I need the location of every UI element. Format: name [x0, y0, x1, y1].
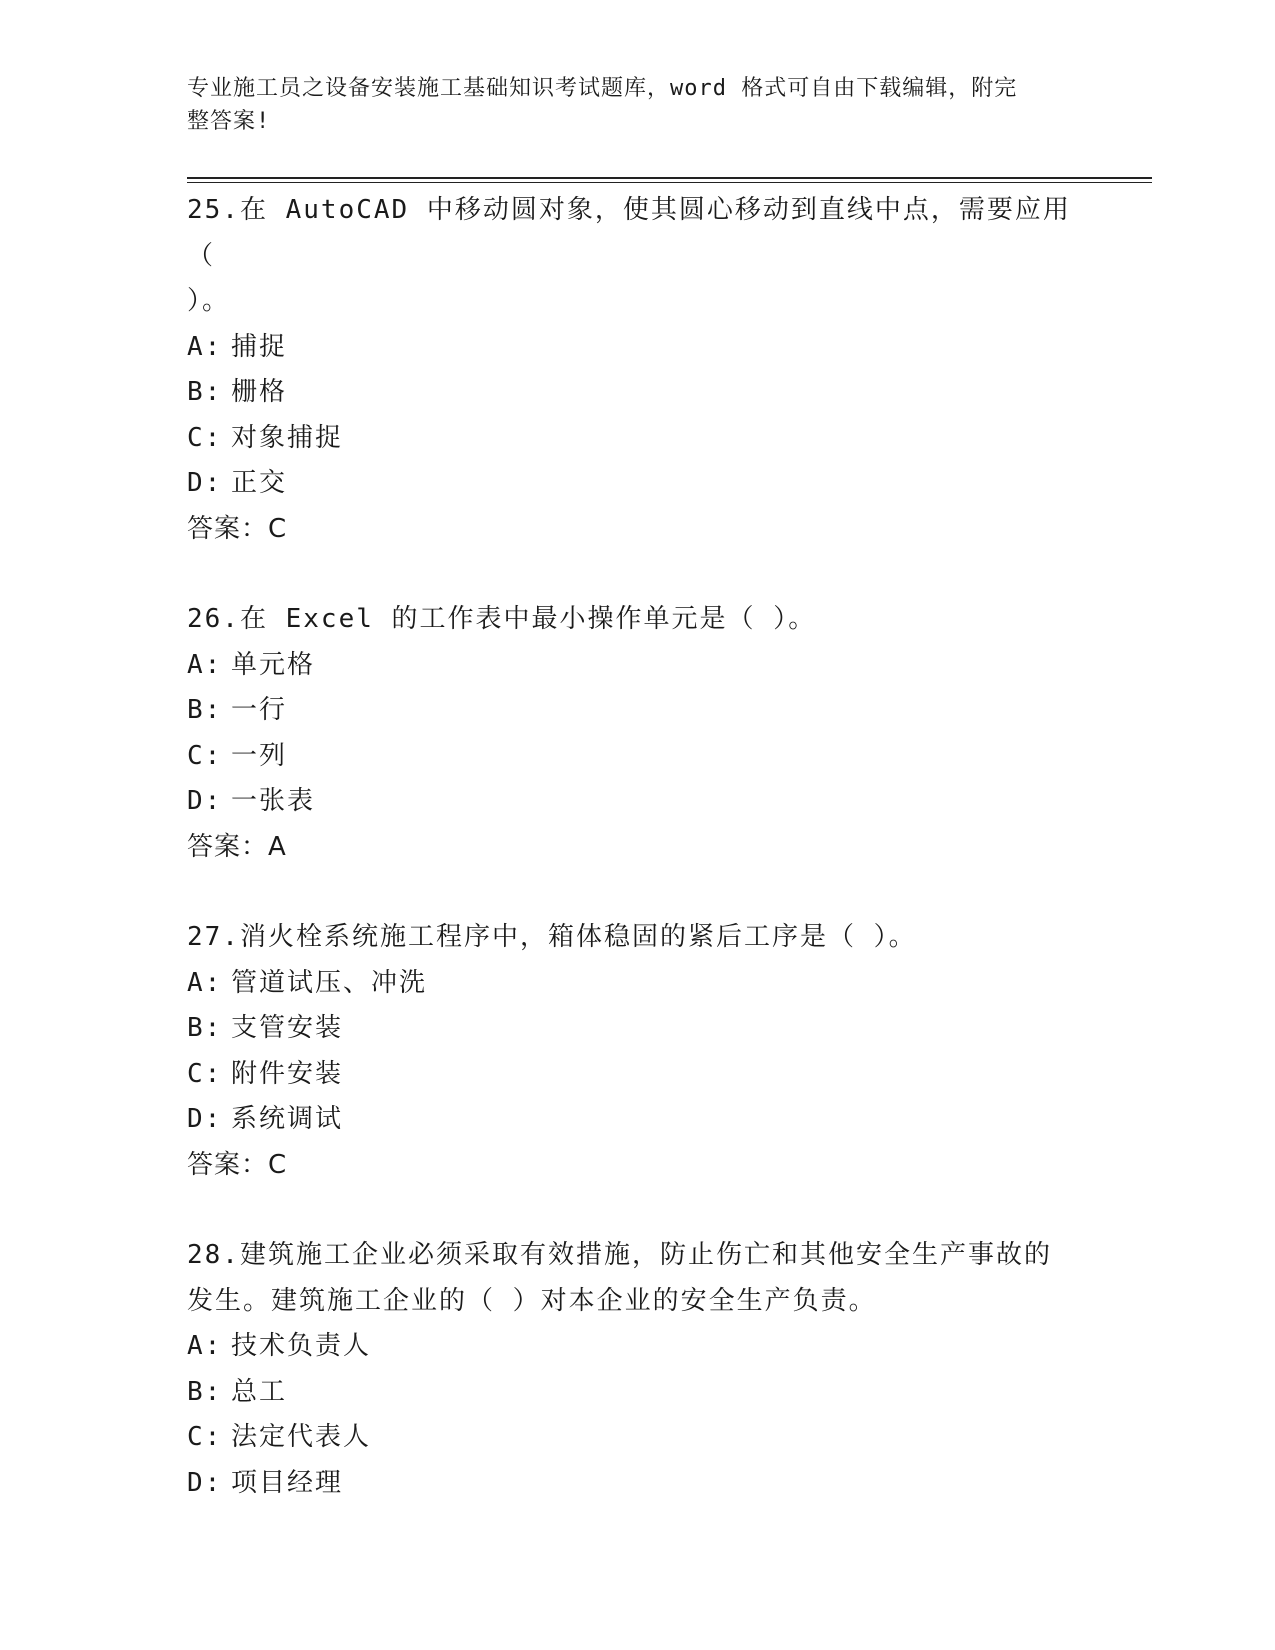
option-b	[187, 1370, 1087, 1416]
question-28	[187, 1233, 1087, 1506]
question-text-line-1: 消火栓系统施工程序中，箱体稳固的紧后工序是（ ）。	[239, 922, 917, 952]
option-a	[187, 1324, 1087, 1370]
option-letter: B:	[187, 1376, 223, 1407]
option-c	[187, 734, 1087, 780]
option-letter: A:	[187, 331, 223, 362]
question-text-line-1: 在 Excel 的工作表中最小操作单元是（ ）。	[239, 604, 817, 634]
question-text	[187, 1233, 1087, 1279]
question-text-line-2: 发生。建筑施工企业的（ ）对本企业的安全生产负责。	[187, 1285, 877, 1316]
option-text: 项目经理	[231, 1467, 344, 1498]
option-letter: B:	[187, 1013, 223, 1043]
answer-label: 答案：	[187, 831, 269, 862]
option-text: 法定代表人	[231, 1422, 372, 1452]
option-a	[187, 961, 1087, 1007]
answer-line	[187, 1143, 1087, 1189]
header-line-2: 整答案!	[187, 109, 271, 134]
option-text: 管道试压、冲洗	[231, 967, 428, 998]
option-letter: A:	[187, 967, 223, 998]
question-25	[187, 188, 1087, 552]
option-text: 附件安装	[231, 1058, 344, 1089]
option-text: 一行	[231, 695, 288, 725]
option-text: 系统调试	[231, 1104, 344, 1134]
option-letter: A:	[187, 1331, 223, 1361]
option-d	[187, 1097, 1087, 1143]
option-d	[187, 461, 1087, 507]
question-text	[187, 188, 1087, 279]
header-divider-thick	[187, 177, 1152, 179]
question-text-line-1: 在 AutoCAD 中移动圆对象，使其圆心移动到直线中点，需要应用（	[187, 195, 1071, 271]
answer-label: 答案：	[187, 513, 269, 544]
option-b	[187, 1006, 1087, 1052]
answer-value: C	[268, 513, 288, 544]
option-c	[187, 416, 1087, 462]
question-text	[187, 915, 1087, 961]
question-27	[187, 915, 1087, 1188]
answer-line	[187, 825, 1087, 871]
option-letter: B:	[187, 377, 223, 407]
answer-line	[187, 507, 1087, 553]
option-text: 一列	[231, 740, 288, 771]
option-letter: A:	[187, 649, 223, 680]
header-divider-thin	[187, 182, 1152, 183]
option-d	[187, 779, 1087, 825]
option-d	[187, 1461, 1087, 1507]
option-b	[187, 688, 1087, 734]
option-letter: C:	[187, 1422, 223, 1452]
option-text: 总工	[231, 1376, 288, 1407]
document-header	[187, 72, 1087, 138]
option-b	[187, 370, 1087, 416]
option-letter: D:	[187, 1104, 223, 1134]
option-text: 正交	[231, 468, 288, 498]
option-letter: C:	[187, 1058, 223, 1089]
question-text-line-2: ）。	[187, 286, 231, 316]
option-text: 捕捉	[231, 331, 288, 362]
option-text: 单元格	[231, 649, 316, 680]
option-text: 对象捕捉	[231, 422, 344, 453]
question-26	[187, 597, 1087, 870]
question-number: 27.	[187, 922, 240, 952]
option-text: 技术负责人	[231, 1331, 372, 1361]
option-a	[187, 325, 1087, 371]
option-letter: D:	[187, 468, 223, 498]
question-list	[187, 188, 1087, 1551]
answer-value: A	[268, 831, 287, 862]
option-c	[187, 1052, 1087, 1098]
question-number: 28.	[187, 1240, 240, 1270]
option-text: 一张表	[231, 786, 316, 816]
option-text: 支管安装	[231, 1013, 344, 1043]
option-letter: C:	[187, 740, 223, 771]
answer-value: C	[268, 1149, 288, 1180]
question-number: 25.	[187, 195, 240, 225]
option-letter: D:	[187, 1467, 223, 1498]
option-text: 栅格	[231, 377, 288, 407]
answer-label: 答案：	[187, 1149, 269, 1180]
option-letter: B:	[187, 695, 223, 725]
header-line-1: 专业施工员之设备安装施工基础知识考试题库，word 格式可自由下载编辑，附完	[187, 76, 1018, 101]
option-letter: C:	[187, 422, 223, 453]
question-text	[187, 597, 1087, 643]
option-c	[187, 1415, 1087, 1461]
question-number: 26.	[187, 604, 240, 634]
option-letter: D:	[187, 786, 223, 816]
option-a	[187, 643, 1087, 689]
question-text-line-1: 建筑施工企业必须采取有效措施，防止伤亡和其他安全生产事故的	[239, 1240, 1052, 1270]
